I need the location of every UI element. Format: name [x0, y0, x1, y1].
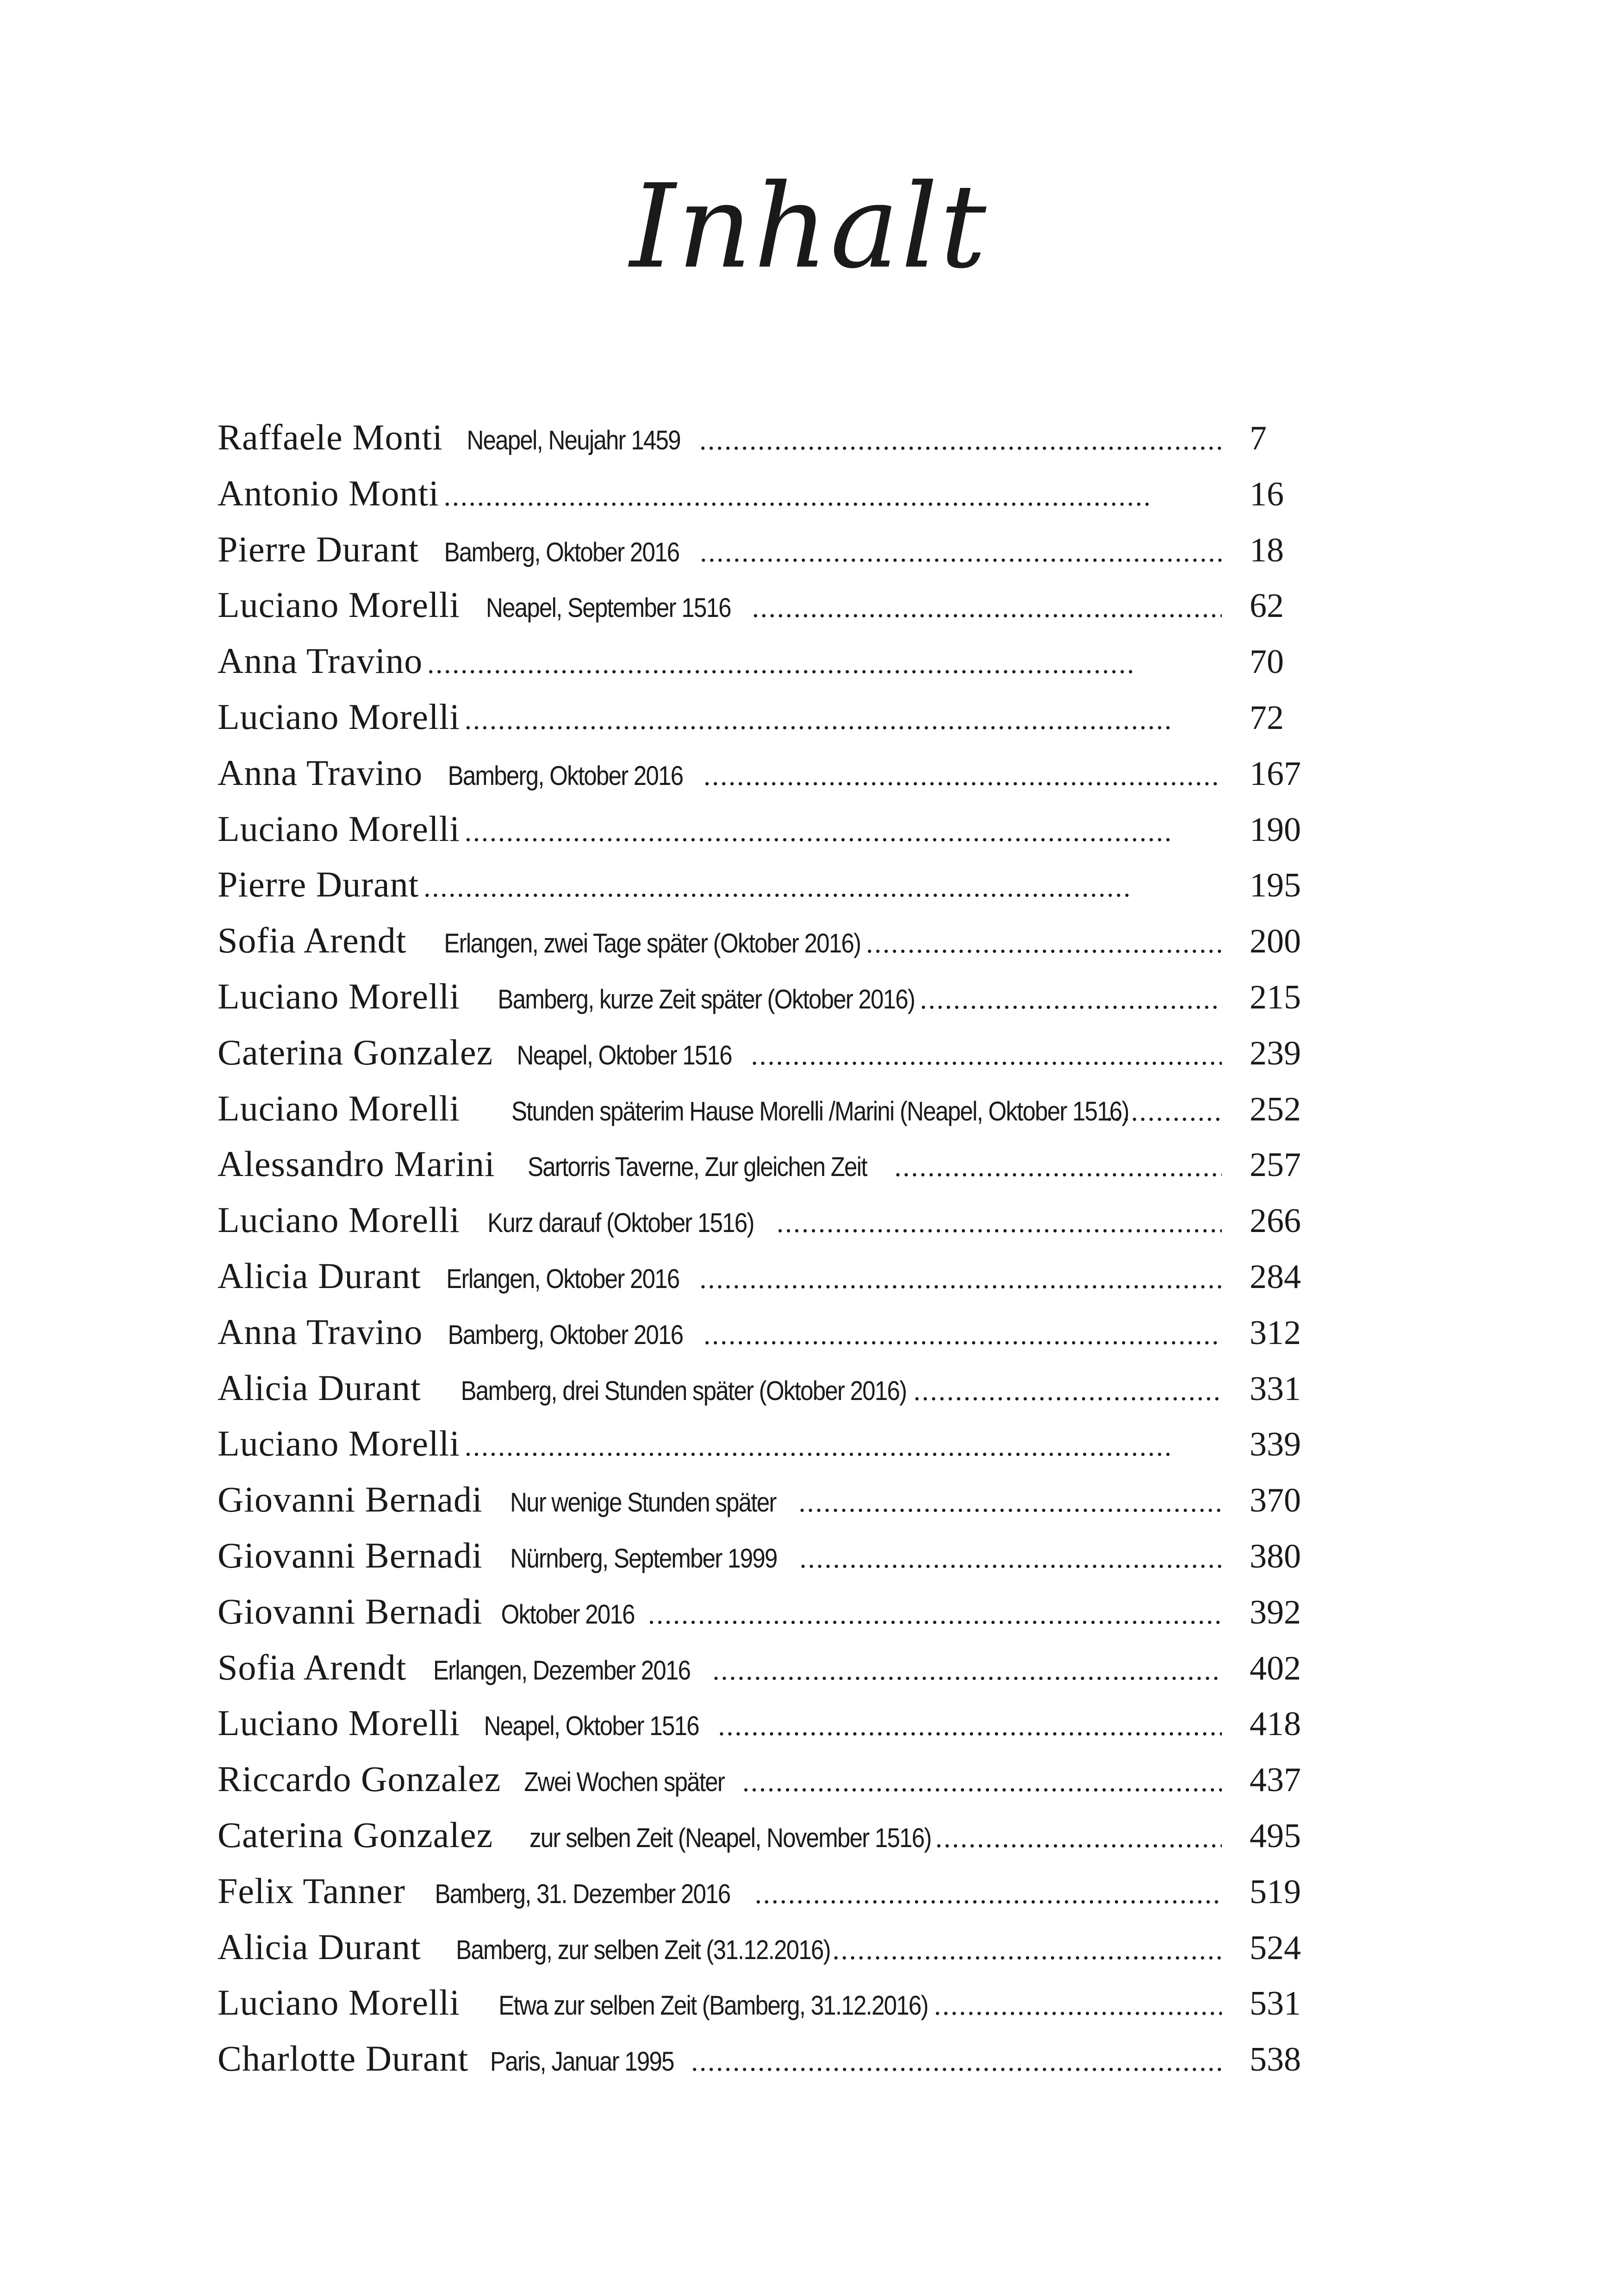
toc-entry-name: Caterina Gonzalez	[218, 1032, 493, 1072]
toc-entry-name: Charlotte Durant	[218, 2038, 469, 2079]
toc-dot-leader	[799, 1487, 1222, 1518]
toc-entry-page-number: 239	[1250, 1034, 1301, 1072]
toc-entry-subtitle: Bamberg, zur selben Zeit (31.12.2016)	[455, 1935, 830, 1965]
toc-entry-page-number: 538	[1250, 2041, 1301, 2079]
toc-entry-name: Giovanni Bernadi	[218, 1535, 483, 1575]
toc-entry-page-number: 418	[1250, 1705, 1301, 1743]
toc-entry-page-number: 215	[1250, 978, 1301, 1016]
toc-entry	[218, 1367, 1314, 1423]
toc-entry	[218, 1255, 1314, 1311]
toc-entry-page-number: 402	[1250, 1649, 1301, 1687]
toc-entry-name: Anna Travino	[218, 1311, 423, 1352]
toc-entry-name: Sofia Arendt	[218, 920, 407, 961]
toc-entry-name: Luciano Morelli	[218, 1982, 461, 2023]
toc-entry	[218, 529, 1314, 585]
toc-entry-subtitle: Neapel, Oktober 1516	[484, 1711, 699, 1742]
toc-entry	[218, 1982, 1314, 2038]
toc-entry-name: Luciano Morelli	[218, 976, 461, 1016]
toc-entry-name: Antonio Monti	[218, 473, 439, 513]
toc-entry-page-number: 519	[1250, 1873, 1301, 1911]
toc-entry-subtitle: Sartorris Taverne, Zur gleichen Zeit	[527, 1152, 867, 1182]
toc-entry-subtitle: Kurz darauf (Oktober 1516)	[487, 1208, 754, 1238]
toc-entry-page-number: 16	[1250, 475, 1284, 513]
toc-dot-leader	[777, 1207, 1222, 1239]
toc-dot-leader	[742, 1766, 1222, 1798]
toc-entry	[218, 2038, 1314, 2094]
toc-entry	[218, 696, 1314, 752]
toc-entry-name: Luciano Morelli	[218, 585, 461, 625]
toc-dot-leader	[713, 1655, 1222, 1686]
toc-entry	[218, 1702, 1314, 1758]
toc-dot-leader	[465, 816, 1222, 848]
toc-entry-name: Pierre Durant	[218, 864, 419, 905]
toc-entry	[218, 1591, 1314, 1647]
toc-dot-leader	[914, 1375, 1222, 1407]
toc-entry-name: Alicia Durant	[218, 1926, 421, 1967]
toc-dot-leader	[700, 536, 1222, 568]
toc-entry-name: Alessandro Marini	[218, 1144, 495, 1184]
toc-dot-leader	[700, 1263, 1222, 1295]
toc-entry	[218, 864, 1314, 920]
toc-entry-name: Sofia Arendt	[218, 1647, 407, 1687]
toc-dot-leader	[866, 927, 1222, 959]
toc-entry-page-number: 495	[1250, 1817, 1301, 1855]
toc-entry-name: Riccardo Gonzalez	[218, 1759, 501, 1799]
toc-entry-page-number: 195	[1250, 866, 1301, 905]
toc-entry-name: Pierre Durant	[218, 529, 419, 569]
toc-entry	[218, 1814, 1314, 1870]
table-of-contents	[218, 417, 1314, 2094]
toc-entry-subtitle: Neapel, Neujahr 1459	[467, 425, 680, 455]
toc-entry	[218, 640, 1314, 696]
toc-dot-leader	[934, 1990, 1222, 2022]
toc-entry-subtitle: Erlangen, zwei Tage später (Oktober 2016)	[444, 928, 861, 959]
toc-entry-name: Luciano Morelli	[218, 1423, 461, 1464]
toc-entry-subtitle: Bamberg, Oktober 2016	[448, 760, 683, 791]
toc-entry-page-number: 18	[1250, 531, 1284, 569]
toc-entry	[218, 473, 1314, 529]
toc-entry-subtitle: Erlangen, Dezember 2016	[433, 1655, 691, 1686]
toc-entry-page-number: 437	[1250, 1761, 1301, 1799]
toc-entry-subtitle: Zwei Wochen später	[524, 1767, 724, 1798]
toc-entry-name: Anna Travino	[218, 641, 423, 681]
toc-dot-leader	[894, 1151, 1222, 1183]
toc-entry-subtitle: Bamberg, drei Stunden später (Oktober 2016)	[461, 1375, 907, 1406]
toc-dot-leader	[751, 1039, 1222, 1071]
toc-entry	[218, 1088, 1314, 1144]
toc-dot-leader	[465, 1431, 1222, 1462]
toc-entry-subtitle: Stunden späterim Hause Morelli /Marini (Neapel, Oktober 1516)	[511, 1096, 1129, 1126]
toc-entry-subtitle: Etwa zur selben Zeit (Bamberg, 31.12.2016)	[498, 1991, 928, 2021]
toc-entry	[218, 417, 1314, 473]
toc-entry	[218, 976, 1314, 1032]
toc-entry-name: Luciano Morelli	[218, 808, 461, 849]
toc-entry-name: Luciano Morelli	[218, 696, 461, 737]
toc-entry-page-number: 392	[1250, 1593, 1301, 1631]
toc-dot-leader	[703, 1319, 1222, 1351]
toc-entry	[218, 1032, 1314, 1088]
toc-dot-leader	[703, 760, 1222, 792]
page-title: Inhalt	[629, 159, 989, 294]
toc-dot-leader	[920, 983, 1222, 1015]
toc-entry	[218, 1479, 1314, 1535]
toc-entry-name: Caterina Gonzalez	[218, 1814, 493, 1855]
toc-entry-page-number: 284	[1250, 1257, 1301, 1296]
toc-entry-subtitle: Bamberg, 31. Dezember 2016	[435, 1879, 730, 1909]
toc-dot-leader	[465, 704, 1222, 736]
toc-entry-page-number: 62	[1250, 587, 1284, 625]
toc-entry-name: Anna Travino	[218, 752, 423, 793]
toc-dot-leader	[935, 1822, 1222, 1854]
toc-entry-subtitle: Bamberg, kurze Zeit später (Oktober 2016)	[498, 984, 915, 1014]
toc-entry-subtitle: Nürnberg, September 1999	[510, 1543, 777, 1574]
toc-entry-subtitle: Nur wenige Stunden später	[510, 1487, 776, 1518]
toc-entry-page-number: 312	[1250, 1313, 1301, 1352]
toc-dot-leader	[423, 871, 1222, 903]
toc-entry	[218, 920, 1314, 976]
toc-entry	[218, 1423, 1314, 1479]
toc-entry-page-number: 370	[1250, 1481, 1301, 1520]
toc-entry-name: Alicia Durant	[218, 1367, 421, 1408]
toc-entry-page-number: 266	[1250, 1202, 1301, 1240]
toc-entry-subtitle: Bamberg, Oktober 2016	[448, 1319, 683, 1350]
toc-entry	[218, 1758, 1314, 1814]
toc-entry	[218, 808, 1314, 864]
toc-entry	[218, 1647, 1314, 1703]
toc-entry-page-number: 331	[1250, 1369, 1301, 1408]
toc-entry-page-number: 257	[1250, 1146, 1301, 1184]
toc-entry-subtitle: zur selben Zeit (Neapel, November 1516)	[529, 1823, 931, 1853]
toc-entry-subtitle: Neapel, September 1516	[486, 593, 731, 623]
toc-entry	[218, 1143, 1314, 1199]
toc-entry-page-number: 72	[1250, 698, 1284, 737]
toc-entry-name: Giovanni Bernadi	[218, 1479, 483, 1520]
toc-entry-name: Luciano Morelli	[218, 1703, 461, 1743]
toc-entry-page-number: 252	[1250, 1090, 1301, 1128]
toc-dot-leader	[648, 1599, 1222, 1630]
toc-entry-page-number: 167	[1250, 754, 1301, 793]
toc-entry-subtitle: Erlangen, Oktober 2016	[446, 1263, 679, 1294]
toc-dot-leader	[427, 648, 1222, 680]
toc-entry-page-number: 190	[1250, 810, 1301, 849]
toc-entry-name: Luciano Morelli	[218, 1088, 461, 1128]
toc-entry	[218, 1199, 1314, 1255]
toc-entry	[218, 752, 1314, 808]
toc-entry-page-number: 524	[1250, 1929, 1301, 1967]
toc-entry-name: Felix Tanner	[218, 1870, 405, 1911]
toc-entry-name: Giovanni Bernadi	[218, 1591, 483, 1631]
toc-entry-page-number: 200	[1250, 922, 1301, 961]
toc-dot-leader	[755, 1878, 1222, 1910]
toc-entry-subtitle: Paris, Januar 1995	[490, 2047, 674, 2077]
toc-dot-leader	[444, 480, 1222, 512]
toc-entry-subtitle: Bamberg, Oktober 2016	[444, 537, 679, 567]
toc-entry-name: Alicia Durant	[218, 1255, 421, 1296]
toc-entry-page-number: 339	[1250, 1425, 1301, 1464]
toc-entry-page-number: 7	[1250, 419, 1267, 457]
toc-entry-subtitle: Neapel, Oktober 1516	[517, 1040, 732, 1070]
toc-entry	[218, 1870, 1314, 1926]
toc-dot-leader	[800, 1543, 1222, 1574]
toc-dot-leader	[752, 592, 1222, 624]
toc-entry-name: Luciano Morelli	[218, 1200, 461, 1240]
toc-dot-leader	[691, 2046, 1222, 2078]
toc-dot-leader	[833, 1934, 1222, 1966]
toc-entry	[218, 584, 1314, 640]
toc-entry-page-number: 70	[1250, 643, 1284, 681]
toc-dot-leader	[699, 424, 1222, 456]
toc-entry	[218, 1926, 1314, 1982]
toc-entry-subtitle: Oktober 2016	[501, 1599, 635, 1630]
toc-entry	[218, 1535, 1314, 1591]
toc-dot-leader	[718, 1710, 1222, 1742]
toc-entry-page-number: 380	[1250, 1537, 1301, 1575]
toc-entry-page-number: 531	[1250, 1985, 1301, 2023]
toc-entry	[218, 1311, 1314, 1367]
toc-entry-name: Raffaele Monti	[218, 417, 443, 457]
